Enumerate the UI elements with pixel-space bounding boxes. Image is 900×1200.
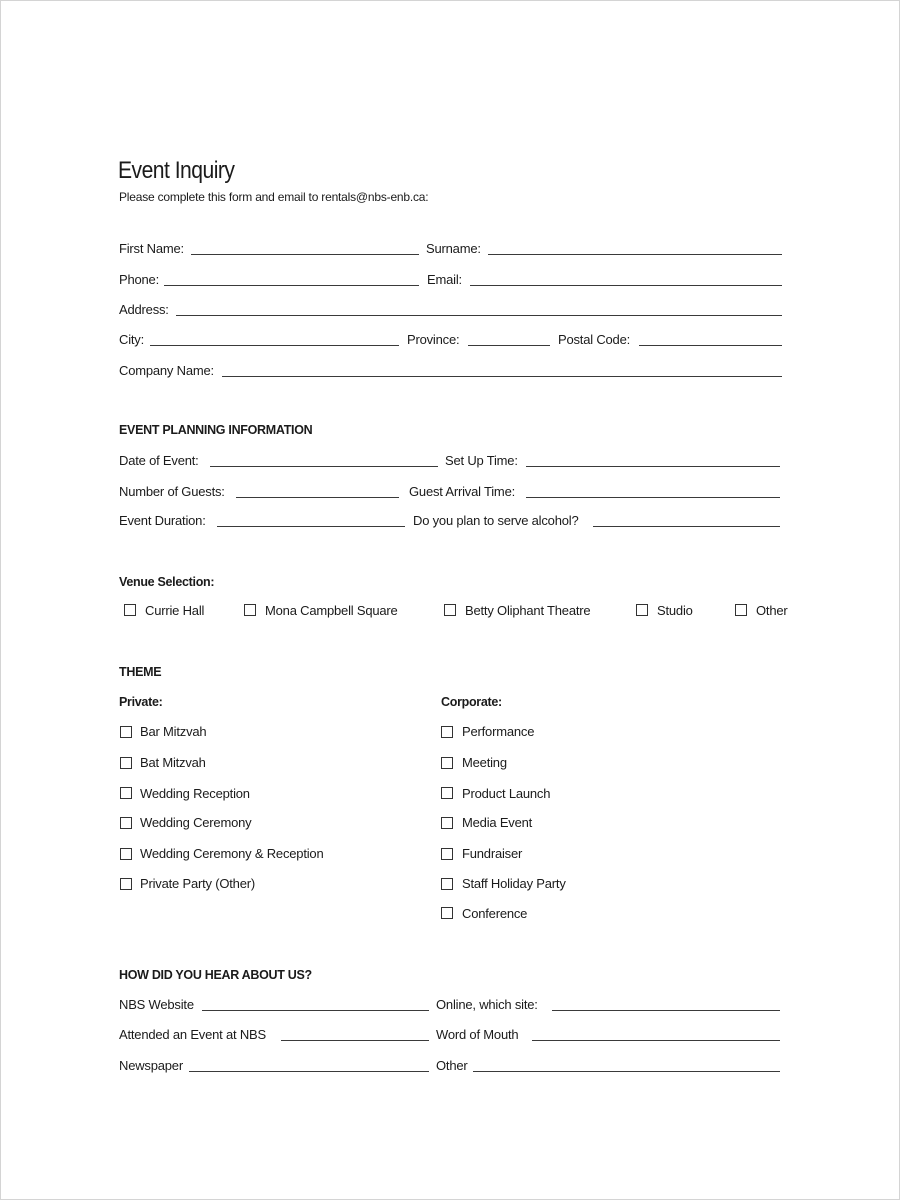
date-of-event-field[interactable]: [210, 466, 438, 467]
word-of-mouth-field[interactable]: [532, 1040, 780, 1041]
set-up-time-label: Set Up Time:: [445, 453, 518, 468]
number-of-guests-field[interactable]: [236, 497, 399, 498]
private-theme-checkbox[interactable]: [120, 726, 132, 738]
private-theme-label: Wedding Ceremony & Reception: [140, 846, 324, 861]
email-field[interactable]: [470, 285, 782, 286]
newspaper-label: Newspaper: [119, 1058, 183, 1073]
online-site-field[interactable]: [552, 1010, 780, 1011]
event-duration-field[interactable]: [217, 526, 405, 527]
form-instructions: Please complete this form and email to rentals@nbs-enb.ca:: [119, 190, 429, 204]
corporate-theme-checkbox[interactable]: [441, 817, 453, 829]
guest-arrival-time-field[interactable]: [526, 497, 780, 498]
private-theme-label: Bar Mitzvah: [140, 724, 207, 739]
corporate-heading: Corporate:: [441, 695, 502, 709]
date-of-event-label: Date of Event:: [119, 453, 199, 468]
corporate-theme-label: Conference: [462, 906, 528, 921]
newspaper-field[interactable]: [189, 1071, 429, 1072]
private-theme-checkbox[interactable]: [120, 787, 132, 799]
corporate-theme-label: Performance: [462, 724, 535, 739]
venue-option-label: Mona Campbell Square: [265, 603, 398, 618]
attended-event-field[interactable]: [281, 1040, 429, 1041]
corporate-theme-checkbox[interactable]: [441, 757, 453, 769]
guest-arrival-time-label: Guest Arrival Time:: [409, 484, 516, 499]
first-name-field[interactable]: [191, 254, 419, 255]
theme-heading: THEME: [119, 665, 162, 679]
postal-code-field[interactable]: [639, 345, 782, 346]
venue-option-label: Betty Oliphant Theatre: [465, 603, 591, 618]
corporate-theme-checkbox[interactable]: [441, 878, 453, 890]
corporate-theme-label: Meeting: [462, 755, 507, 770]
private-theme-checkbox[interactable]: [120, 757, 132, 769]
online-site-label: Online, which site:: [436, 997, 538, 1012]
corporate-theme-checkbox[interactable]: [441, 848, 453, 860]
other-source-label: Other: [436, 1058, 468, 1073]
private-theme-checkbox[interactable]: [120, 848, 132, 860]
attended-event-label: Attended an Event at NBS: [119, 1027, 266, 1042]
company-name-label: Company Name:: [119, 363, 214, 378]
phone-field[interactable]: [164, 285, 419, 286]
corporate-theme-label: Product Launch: [462, 786, 551, 801]
corporate-theme-checkbox[interactable]: [441, 907, 453, 919]
company-name-field[interactable]: [222, 376, 782, 377]
venue-checkbox[interactable]: [636, 604, 648, 616]
venue-checkbox[interactable]: [735, 604, 747, 616]
venue-checkbox[interactable]: [124, 604, 136, 616]
hear-about-us-heading: HOW DID YOU HEAR ABOUT US?: [119, 968, 312, 982]
city-field[interactable]: [150, 345, 399, 346]
private-theme-label: Bat Mitzvah: [140, 755, 206, 770]
page-title: Event Inquiry: [118, 157, 235, 184]
address-field[interactable]: [176, 315, 782, 316]
number-of-guests-label: Number of Guests:: [119, 484, 225, 499]
first-name-label: First Name:: [119, 241, 184, 256]
nbs-website-field[interactable]: [202, 1010, 429, 1011]
surname-field[interactable]: [488, 254, 782, 255]
word-of-mouth-label: Word of Mouth: [436, 1027, 519, 1042]
venue-option-label: Studio: [657, 603, 693, 618]
private-theme-checkbox[interactable]: [120, 878, 132, 890]
venue-heading: Venue Selection:: [119, 575, 215, 589]
private-theme-label: Wedding Ceremony: [140, 815, 252, 830]
province-field[interactable]: [468, 345, 550, 346]
event-duration-label: Event Duration:: [119, 513, 206, 528]
planning-heading: EVENT PLANNING INFORMATION: [119, 423, 313, 437]
phone-label: Phone:: [119, 272, 160, 287]
corporate-theme-checkbox[interactable]: [441, 787, 453, 799]
alcohol-label: Do you plan to serve alcohol?: [413, 513, 579, 528]
other-source-field[interactable]: [473, 1071, 780, 1072]
venue-option-label: Currie Hall: [145, 603, 205, 618]
private-theme-checkbox[interactable]: [120, 817, 132, 829]
city-label: City:: [119, 332, 145, 347]
surname-label: Surname:: [426, 241, 481, 256]
corporate-theme-label: Media Event: [462, 815, 533, 830]
venue-checkbox[interactable]: [244, 604, 256, 616]
postal-code-label: Postal Code:: [558, 332, 631, 347]
venue-option-label: Other: [756, 603, 788, 618]
corporate-theme-label: Fundraiser: [462, 846, 523, 861]
corporate-theme-label: Staff Holiday Party: [462, 876, 566, 891]
province-label: Province:: [407, 332, 460, 347]
venue-checkbox[interactable]: [444, 604, 456, 616]
set-up-time-field[interactable]: [526, 466, 780, 467]
alcohol-field[interactable]: [593, 526, 780, 527]
private-theme-label: Wedding Reception: [140, 786, 250, 801]
address-label: Address:: [119, 302, 169, 317]
email-label: Email:: [427, 272, 462, 287]
corporate-theme-checkbox[interactable]: [441, 726, 453, 738]
private-heading: Private:: [119, 695, 163, 709]
nbs-website-label: NBS Website: [119, 997, 194, 1012]
private-theme-label: Private Party (Other): [140, 876, 255, 891]
